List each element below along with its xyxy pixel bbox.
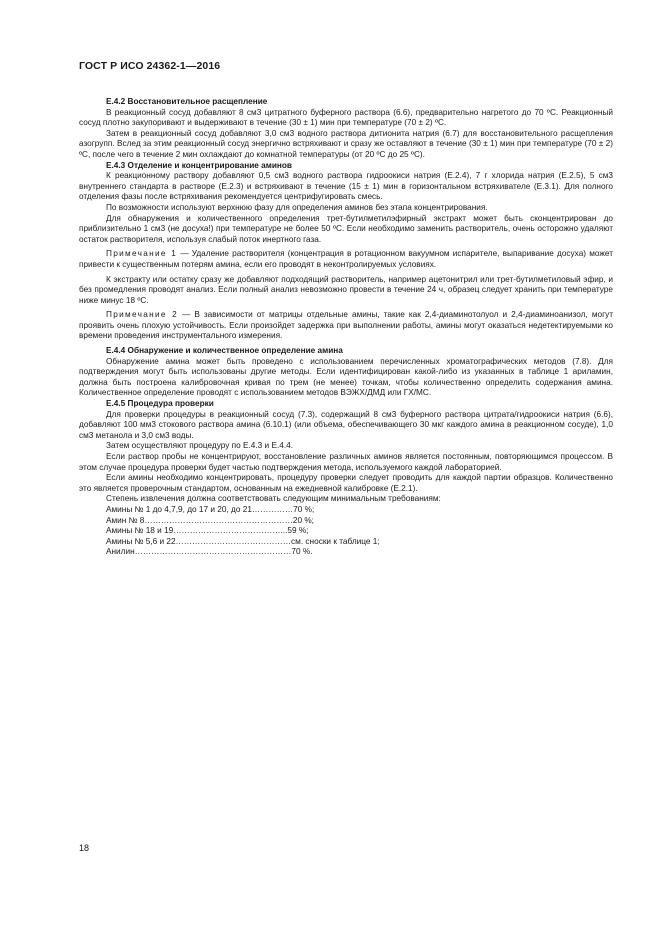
section-heading-e43: Е.4.3 Отделение и концентрирование аминов xyxy=(106,160,293,170)
document-body xyxy=(79,97,613,558)
paragraph: Для проверки процедуры в реакционный сосуд (7.3), содержащий 8 см3 буферного раствора цитрата/гидроокиси натрия (6.6), добавляют 100 мм3 стокового раствора амина (6.10.1) (или объема, обеспечивающего 30 мкг каждого амина в реакционном сосуде), 1,0 см3 метанола и 3,0 см3 воды. xyxy=(79,409,613,440)
paragraph: В реакционный сосуд добавляют 8 см3 цитратного буферного раствора (6.6), предварительно нагретого до 70 ºС. Реакционный сосуд плотно закупоривают и выдерживают в течение (30 ± 1) мин при температуре (70 ± 2) ºС. xyxy=(79,107,613,128)
paragraph: Если раствор пробы не концентрируют, восстановление различных аминов является постоянным, повторяющимся процессом. В этом случае процедура проверки будет частью подтверждения метода, используемого каждой лабораторией. xyxy=(79,452,613,472)
note-text: — В зависимости от матрицы отдельные амины, такие как 2,4-диаминотолуол и 2,4-диаминоанизол, могут проявить очень плохую устойчивость. Если произойдет задержка при выполнении работы, амины могут оказаться недетектируемыми ко времени проведения инструментального измерения. xyxy=(79,310,613,341)
paragraph: По возможности используют верхнюю фазу для определения аминов без этапа концентрирования. xyxy=(106,202,488,212)
document-header: ГОСТ Р ИСО 24362-1—2016 xyxy=(79,60,221,72)
requirement-item: Амины № 5,6 и 22……………………………………см. сноски к таблице 1; xyxy=(106,536,380,546)
page-number: 18 xyxy=(79,843,90,853)
requirement-item: Амины № 1 до 4,7,9, до 17 и 20, до 21……………70 %; xyxy=(106,504,315,514)
paragraph: Для обнаружения и количественного определения трет-бутилметилэфирный экстракт может быть сконцентрирован до приблизительно 1 см3 (не досуха!) при температуре не более 50 ºС. Если необходимо заменить растворитель, очень осторожно удаляют остаток растворителя, используя слабый поток инертного газа. xyxy=(79,213,613,244)
paragraph: Если амины необходимо концентрировать, процедуру проверки следует проводить для каждой партии образцов. Количественно это является проверочным стандартом, основанным на ежедневной калибровке (Е.2.1). xyxy=(79,473,613,493)
paragraph: Затем в реакционный сосуд добавляют 3,0 см3 водного раствора дитионита натрия (6.7) для восстановительного расщепления азогрупп. Вслед за этим реакционный сосуд энергично встряхивают и сразу же оставляют в течение (30 ± 1) мин при температуре (70 ± 2) ºС, после чего в течение 2 мин охлаждают до комнатной температуры (от 20 ºС до 25 ºС). xyxy=(79,128,613,159)
requirement-item: Амин № 8………………………………………………20 %; xyxy=(106,515,314,525)
section-heading-e42: Е.4.2 Восстановительное расщепление xyxy=(106,97,268,106)
paragraph: К экстракту или остатку сразу же добавляют подходящий растворитель, например ацетонитрил или трет-бутилметиловый эфир, и без промедления проводят анализ. Если полный анализ невозможно провести в течение 24 ч, образец следует хранить при температуре ниже минус 18 ºС. xyxy=(79,274,613,305)
paragraph: Затем осуществляют процедуру по Е.4.3 и Е.4.4. xyxy=(106,441,294,451)
note-text: — Удаление растворителя (концентрация в ротационном вакуумном испарителе, выпаривание досуха) может привести к существенным потерям амина, если его проводят в неконтролируемых условиях. xyxy=(79,249,614,269)
note-label: Примечание 2 xyxy=(106,310,178,320)
paragraph: К реакционному раствору добавляют 0,5 см3 водного раствора гидроокиси натрия (Е.2.4), 7 г хлорида натрия (Е.2.5), 5 см3 внутреннего стандарта в растворе (Е.2.3) и встряхивают в течение (15 ± 1) мин в горизонтальном встряхивателе (Е.3.1). Для полного отделения фазы после встряхивания рекомендуется центрифугировать смесь. xyxy=(79,171,613,202)
section-heading-e45: Е.4.5 Процедура проверки xyxy=(106,399,214,409)
note-1 xyxy=(79,249,613,270)
note-2 xyxy=(79,310,613,342)
paragraph: Обнаружение амина может быть проведено с использованием перечисленных хроматографических методов (7.8). Для подтверждения могут быть использованы другие методы. Если идентифицирован какой-либо из указанных в таблице 1 ариламин, должна быть построена калибровочная кривая по трем (не менее) точкам, чтобы количественно определить содержания амина. Количественное определение проводят с использованием методов ВЭЖХ/ДМД или ГХ/МС. xyxy=(79,356,613,398)
requirement-item: Амины № 18 и 19…………………………………...59 %; xyxy=(106,526,309,536)
note-label: Примечание 1 xyxy=(106,249,178,259)
requirement-item: Анилин…………………………………………………70 %. xyxy=(106,547,313,557)
section-heading-e44: Е.4.4 Обнаружение и количественное определение амина xyxy=(106,346,343,356)
paragraph: Степень извлечения должна соответствовать следующим минимальным требованиям: xyxy=(106,494,441,504)
